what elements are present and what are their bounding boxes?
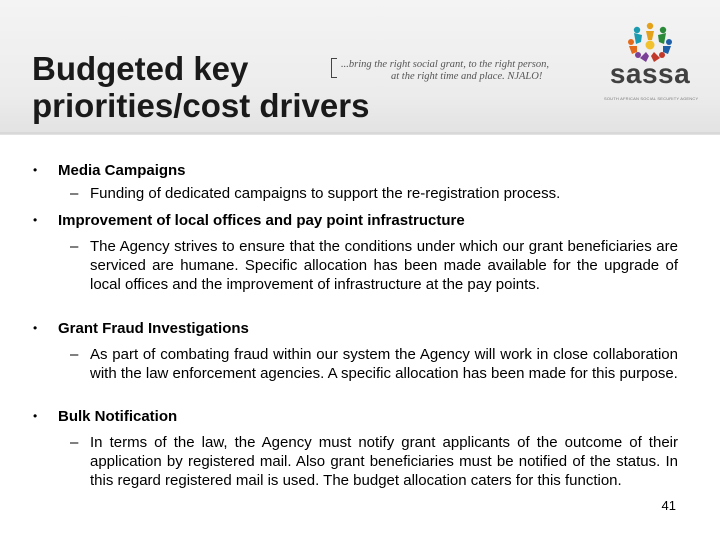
dash: – [70, 434, 79, 451]
dash: – [70, 185, 79, 202]
dash: – [70, 238, 79, 255]
slide-title-line-1: Budgeted key [32, 50, 249, 87]
page-number: 41 [661, 498, 676, 513]
item-detail-bulk-notification: In terms of the law, the Agency must notify grant applicants of the outcome of their application by registered mail. Also grant beneficiaries must be notified of the status. In this regard registered mail is used. The budget allocation caters for this function. [90, 434, 678, 489]
dash: – [70, 346, 79, 363]
tagline-line-2: at the right time and place. NJALO! [391, 71, 543, 82]
tagline-line-1: ...bring the right social grant, to the right person, [341, 59, 549, 70]
item-heading-local-offices: Improvement of local offices and pay point infrastructure [58, 212, 465, 229]
logo-subtext: SOUTH AFRICAN SOCIAL SECURITY AGENCY [604, 96, 699, 101]
item-detail-fraud-investigations: As part of combating fraud within our system the Agency will work in close collaboration with the law enforcement agencies. A specific allocation has been made for this purpose. [90, 346, 678, 382]
slide-title-line-2: priorities/cost drivers [32, 87, 370, 125]
item-heading-media-campaigns: Media Campaigns [58, 162, 186, 179]
bullet: • [33, 321, 38, 335]
bullet: • [33, 409, 38, 423]
bullet: • [33, 163, 38, 177]
item-detail-local-offices: The Agency strives to ensure that the conditions under which our grant beneficiaries are serviced are humane. Specific allocation has been made available for the upgrade of local offices and the improvement of infrastructure at the pay points. [90, 238, 678, 293]
item-heading-fraud-investigations: Grant Fraud Investigations [58, 320, 249, 337]
item-heading-bulk-notification: Bulk Notification [58, 408, 178, 425]
bullet: • [33, 213, 38, 227]
item-detail-media-campaigns: Funding of dedicated campaigns to support the re-registration process. [90, 185, 561, 202]
logo-wordmark: sassa [609, 58, 691, 89]
